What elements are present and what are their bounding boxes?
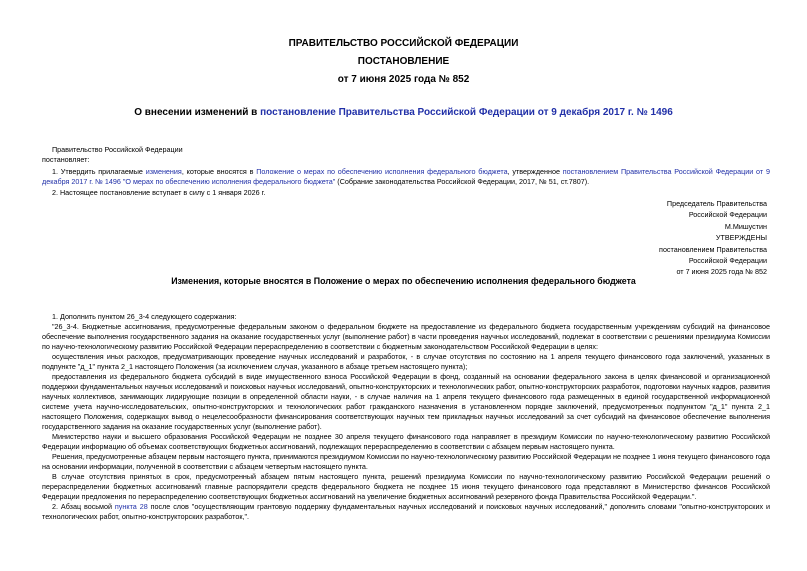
document-title [0, 107, 807, 118]
signature-block [659, 198, 767, 278]
change-2 [42, 502, 770, 522]
intro-block [42, 145, 770, 165]
government-heading: ПРАВИТЕЛЬСТВО РОССИЙСКОЙ ФЕДЕРАЦИИ [288, 38, 519, 49]
change-paragraph-ministry: Министерство науки и высшего образования Российской Федерации не позднее 30 апреля текущего финансового года направляет в президиум Комиссии по научно-технологическому развитию Российской Федерации информацию об объемах соответствующих бюджетных ассигнований, подлежащих перераспределению в соответствии с абзацем первым настоящего пункта. [42, 432, 770, 451]
link-item-28[interactable]: пункта 28 [114, 502, 148, 511]
changes-block [42, 312, 770, 522]
changes-title: Изменения, которые вносятся в Положение о мерах по обеспечению исполнения федерального бюджета [171, 276, 636, 286]
item1-text-3: , утвержденное [507, 167, 563, 176]
change-paragraph-26-3-4: "26_3-4. Бюджетные ассигнования, предусмотренные федеральным законом о федеральном бюджете на предоставление из федерального бюджета государственным учреждениям субсидий на финансовое обеспечение выполнения государственного задания на оказание государственных услуг (выполнение работ) в части проведения научных исследований, подлежат в соответствии с решениями президиума Комиссии по научно-технологическому развитию Российской Федерации перераспределению в соответствии с бюджетным законодательством Российской Федерации в целях: [42, 322, 770, 351]
change-1-intro: 1. Дополнить пунктом 26_3-4 следующего содержания: [52, 312, 237, 321]
link-regulation[interactable]: Положение о мерах по обеспечению исполнения федерального бюджета [256, 167, 508, 176]
approval-line-2: постановлением Правительства [659, 244, 767, 254]
link-changes[interactable]: изменения [145, 167, 182, 176]
signature-line-2: Российской Федерации [688, 210, 767, 220]
item1-text-2: , которые вносятся в [181, 167, 257, 176]
intro-line-1: Правительство Российской Федерации [52, 145, 183, 154]
title-prefix: О внесении изменений в [134, 107, 261, 118]
item1-text-1: 1. Утвердить прилагаемые [52, 167, 146, 176]
intro-line-2: постановляет: [42, 155, 90, 164]
signature-line-1: Председатель Правительства [666, 199, 767, 208]
approval-line-3: Российской Федерации [688, 256, 767, 266]
item2-text: 2. Настоящее постановление вступает в силу с 1 января 2026 г. [52, 188, 266, 197]
signature-line-3: М.Мишустин [724, 221, 767, 231]
change-paragraph-other-expenses: осуществления иных расходов, предусматривающих проведение научных исследований и разработок, - в случае отсутствия по состоянию на 1 апреля текущего финансового года заключений, указанных в подпункте "д_1" пункта 2_1 настоящего Положения (за исключением случая, указанного в абзаце третьем настоящего пункта); [42, 352, 770, 371]
item-1 [42, 167, 770, 187]
document-date-number: от 7 июня 2025 года № 852 [337, 74, 470, 85]
item1-text-4: (Собрание законодательства Российской Федерации, 2017, № 51, ст.7807). [335, 177, 590, 186]
item-2 [42, 188, 770, 198]
approval-line-1: УТВЕРЖДЕНЫ [715, 233, 767, 243]
change2-text-2: после слов "осуществляющим грантовую поддержку фундаментальных научных исследований и поисковых научных исследований," дополнить словами "опытно-конструкторских и технологических работ, опытно-конструкторских разработок,". [42, 502, 770, 521]
document-type-heading: ПОСТАНОВЛЕНИЕ [357, 56, 450, 67]
title-link-resolution-1496[interactable]: постановление Правительства Российской Федерации от 9 декабря 2017 г. № 1496 [260, 107, 673, 118]
link-resolution[interactable]: постановлением Правительства Российской Федерации от 9 декабря 2017 г. № 1496 "О мерах по обеспечению исполнения федерального бюджета" [42, 167, 770, 186]
change-paragraph-absence: В случае отсутствия принятых в срок, предусмотренный абзацем пятым настоящего пункта, решений президиума Комиссии по научно-технологическому развитию Российской Федерации решений о перераспределении бюджетных ассигнований главные распорядители средств федерального бюджета не позднее 15 июня текущего финансового года представляют в Министерство финансов Российской Федерации предложения по перераспределению соответствующих бюджетных ассигнований на увеличение бюджетных ассигнований резервного фонда Правительства Российской Федерации.". [42, 472, 770, 501]
approval-line-4: от 7 июня 2025 года № 852 [676, 267, 767, 277]
change-paragraph-decisions: Решения, предусмотренные абзацем первым настоящего пункта, принимаются президиумом Комиссии по научно-технологическому развитию Российской Федерации не позднее 1 июня текущего финансового года на основании информации, полученной в соответствии с абзацем четвертым настоящего пункта. [42, 452, 770, 471]
change-paragraph-subsidies: предоставления из федерального бюджета субсидий в виде имущественного взноса Российской Федерации в фонд, созданный на основании федерального закона в целях финансовой и организационной поддержки фундаментальных научных исследований и поисковых научных исследований, опытно-конструкторских и технологических работ, опытно-конструкторских разработок, подготовки научных кадров, развития научных коллективов, занимающих лидирующие позиции в определенной области науки, - в случае наличия на 1 апреля текущего финансового года размещенных в единой государственной информационной системе учета научно-исследовательских, опытно-конструкторских и технологических работ гражданского назначения в установленном порядке заключений, предусмотренных подпунктом "д_1" пункта 2_1 настоящего Положения, содержащих вывод о нецелесообразности финансирования соответствующих научных тем прикладных научных исследований за счет субсидий на финансовое обеспечение выполнения государственного задания на оказание государственных услуг (выполнение работ). [42, 372, 770, 431]
change2-text-1: 2. Абзац восьмой [52, 502, 115, 511]
